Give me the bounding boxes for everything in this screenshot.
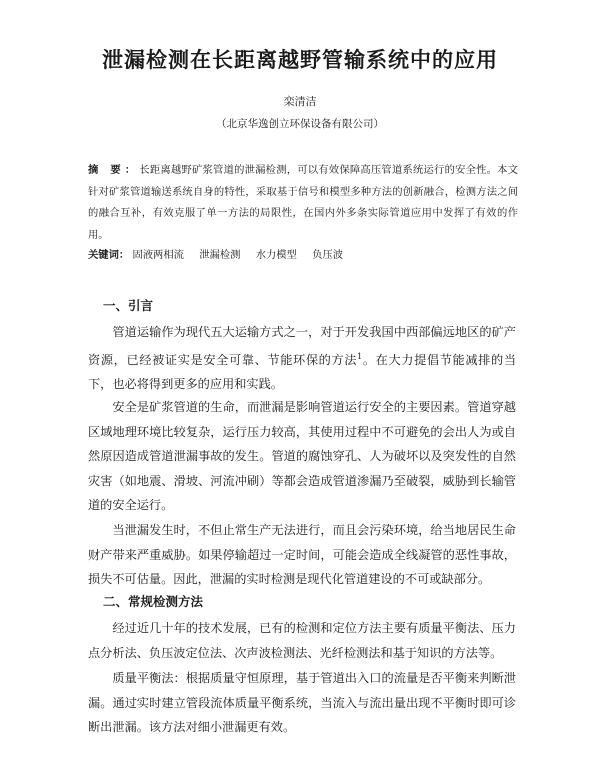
paragraph: 经过近几十年的技术发展，已有的检测和定位方法主要有质量平衡法、压力点分析法、负压波定位法、次声波检测法、光纤检测法和基于知识的方法等。 <box>88 621 516 660</box>
abstract-text: 长距离越野矿浆管道的泄漏检测，可以有效保障高压管道系统运行的安全性。本文针对矿浆管道输送系统自身的特性，采取基于信号和模型多种方法的创新融合，检测方法之间的融合互补，有效克服了单一方法的局限性，在国内外多条实际管道应用中发挥了有效的作用。 <box>88 164 518 241</box>
paragraph-text-tail: 。在大力提倡节能减排的当下，也必将得到更多的应用和实践。 <box>88 352 517 392</box>
keyword: 固液两相流 <box>132 249 184 261</box>
section-heading-intro: 一、引言 <box>103 298 154 313</box>
citation-ref: 1 <box>357 351 363 361</box>
keyword: 负压波 <box>312 249 344 261</box>
paragraph: 当泄漏发生时，不但止常生产无法进行，而且会污染环境，给当地居民生命财产带来严重威胁。如果停输超过一定时间，可能会造成全线凝管的恶性事故，损失不可估量。因此，泄漏的实时检测是现代化管道建设的不可或缺部分。 <box>88 523 516 586</box>
paper-title: 泄漏检测在长距离越野管输系统中的应用 <box>102 47 498 72</box>
section-heading-methods: 二、常规检测方法 <box>103 594 204 609</box>
author-affiliation: （北京华逸创立环保设备有限公司） <box>216 118 384 130</box>
keywords-label: 关键词： <box>88 249 130 261</box>
paragraph: 安全是矿浆管道的生命，而泄漏是影响管道运行安全的主要因素。管道穿越区域地理环境比较复杂，运行压力较高，其使用过程中不可避免的会出人为或自然原因造成管道泄漏事故的发生。管道的腐蚀穿孔、人为破坏以及突发性的自然灾害（如地震、滑坡、河流冲刷）等都会造成管道渗漏乃至破裂，威胁到长输管道的安全运行。 <box>88 400 516 512</box>
keyword: 泄漏检测 <box>199 249 241 261</box>
paragraph <box>88 320 516 397</box>
paragraph: 质量平衡法：根据质量守恒原理，基于管道出入口的流量是否平衡来判断泄漏。通过实时建立管段流体质量平衡系统，当流入与流出量出现不平衡时即可诊断出泄漏。该方法对细小泄漏更有效。 <box>88 671 516 734</box>
keyword: 水力模型 <box>255 249 297 261</box>
abstract <box>88 160 518 246</box>
paragraph-text: 管道运输作为现代五大运输方式之一，对于开发我国中西部偏远地区的矿产资源，已经被证实是安全可靠、节能环保的方法 <box>88 325 516 367</box>
abstract-label: 摘 要： <box>88 164 140 176</box>
author-name: 栾清洁 <box>283 95 317 108</box>
keywords <box>88 246 518 261</box>
